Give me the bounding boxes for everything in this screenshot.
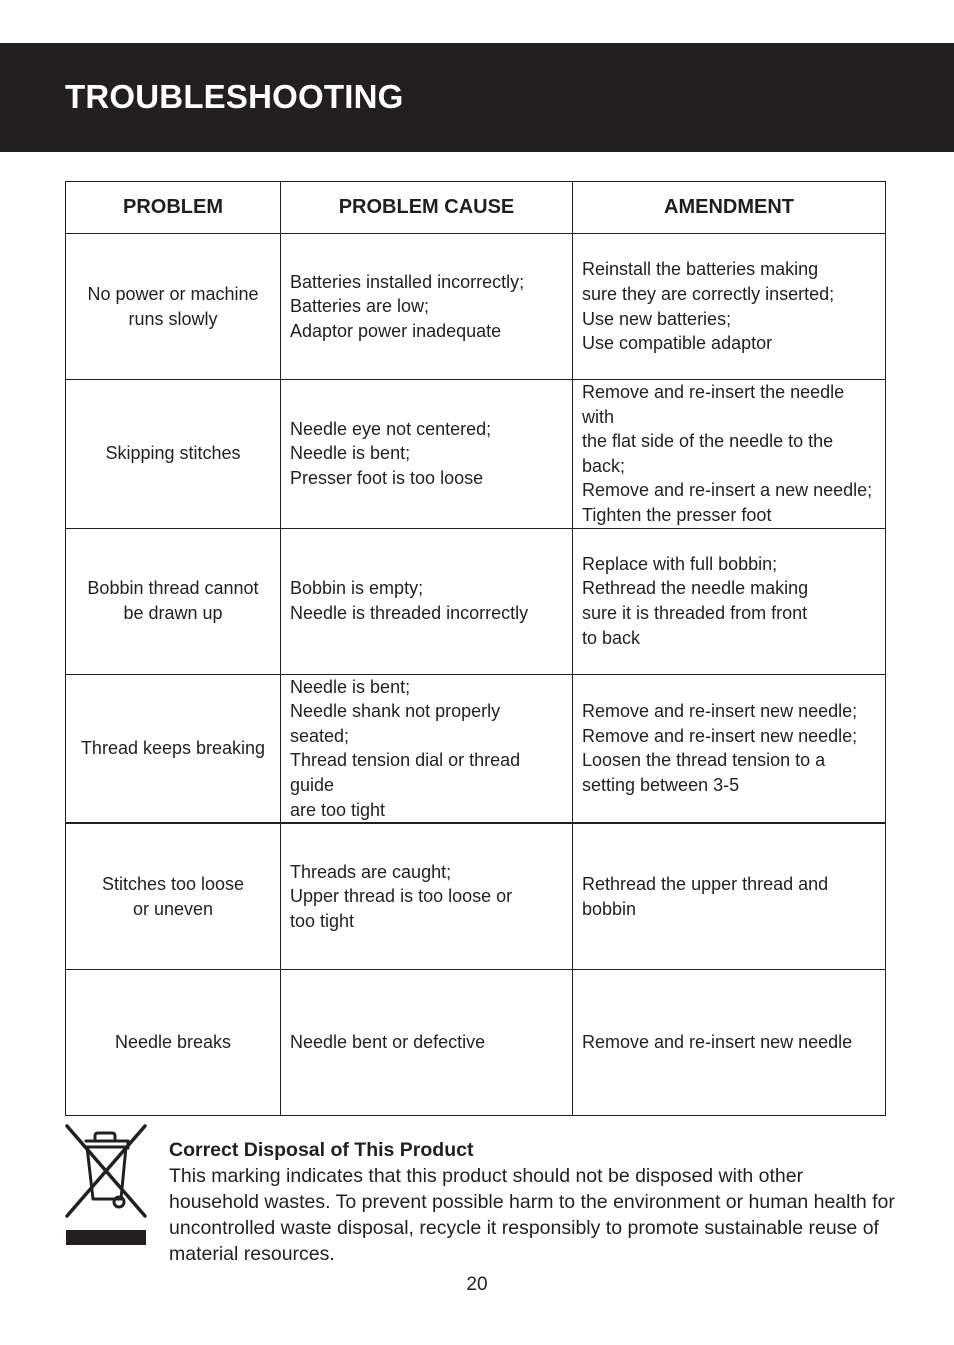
column-header-problem-cause: PROBLEM CAUSE <box>281 182 573 234</box>
page-title: TROUBLESHOOTING <box>65 78 404 115</box>
table-row <box>66 528 886 674</box>
header-banner <box>0 43 954 152</box>
cause-cell: Bobbin is empty; Needle is threaded incorrectly <box>281 528 573 674</box>
problem-cell: No power or machine runs slowly <box>66 234 281 380</box>
amendment-cell: Reinstall the batteries making sure they are correctly inserted; Use new batteries; Use compatible adaptor <box>573 234 886 380</box>
table-row <box>66 970 886 1116</box>
column-header-problem: PROBLEM <box>66 182 281 234</box>
troubleshooting-table <box>65 181 886 1116</box>
problem-cell: Stitches too loose or uneven <box>66 823 281 970</box>
table-header-row <box>66 182 886 234</box>
problem-cell: Thread keeps breaking <box>66 674 281 823</box>
cause-cell: Threads are caught; Upper thread is too loose or too tight <box>281 823 573 970</box>
amendment-cell: Remove and re-insert the needle with the flat side of the needle to the back; Remove and re-insert a new needle; Tighten the presser foot <box>573 380 886 529</box>
disposal-text <box>169 1137 895 1267</box>
table-row <box>66 234 886 380</box>
table-row <box>66 823 886 970</box>
table-row <box>66 380 886 529</box>
column-header-amendment: AMENDMENT <box>573 182 886 234</box>
problem-cell: Bobbin thread cannot be drawn up <box>66 528 281 674</box>
amendment-cell: Remove and re-insert new needle; Remove and re-insert new needle; Loosen the thread tension to a setting between 3-5 <box>573 674 886 823</box>
table-row <box>66 674 886 823</box>
cause-cell: Batteries installed incorrectly; Batteries are low; Adaptor power inadequate <box>281 234 573 380</box>
disposal-body: This marking indicates that this product should not be disposed with other household wastes. To prevent possible harm to the environment or human health for uncontrolled waste disposal, recycle it responsibly to promote sustainable reuse of material resources. <box>169 1165 895 1265</box>
cause-cell: Needle is bent; Needle shank not properly seated; Thread tension dial or thread guide are too tight <box>281 674 573 823</box>
problem-cell: Skipping stitches <box>66 380 281 529</box>
amendment-cell: Rethread the upper thread and bobbin <box>573 823 886 970</box>
amendment-cell: Remove and re-insert new needle <box>573 970 886 1116</box>
cause-cell: Needle bent or defective <box>281 970 573 1116</box>
disposal-heading: Correct Disposal of This Product <box>169 1139 474 1161</box>
problem-cell: Needle breaks <box>66 970 281 1116</box>
amendment-cell: Replace with full bobbin; Rethread the needle making sure it is threaded from front to back <box>573 528 886 674</box>
crossed-out-wheelie-bin-icon <box>65 1124 147 1246</box>
cause-cell: Needle eye not centered; Needle is bent; Presser foot is too loose <box>281 380 573 529</box>
page-number: 20 <box>466 1274 488 1295</box>
disposal-notice <box>65 1124 895 1265</box>
